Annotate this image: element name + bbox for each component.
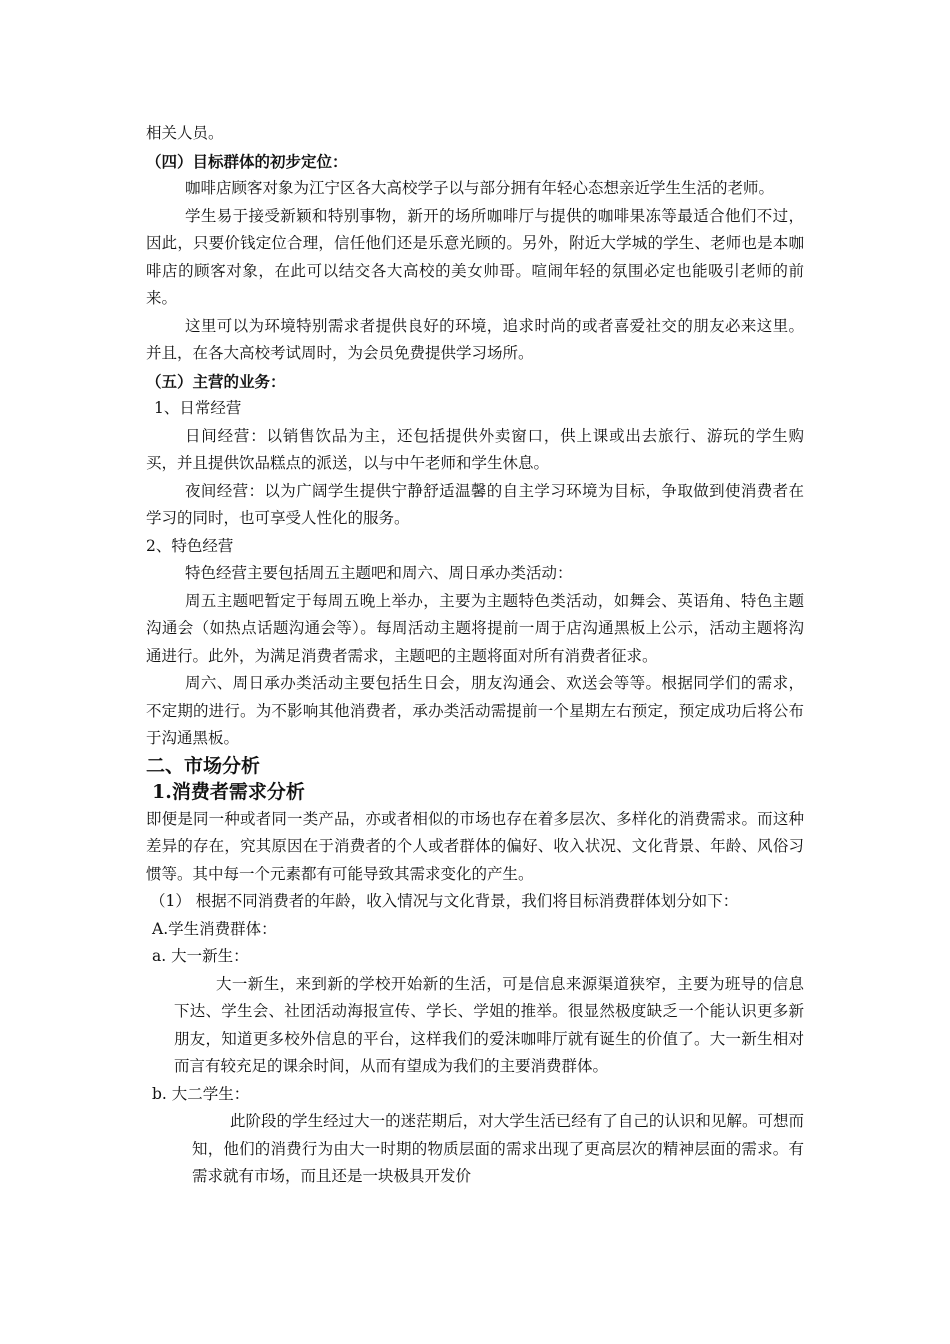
group-label-students: A.学生消费群体： bbox=[152, 919, 277, 938]
paragraph: 日间经营：以销售饮品为主，还包括提供外卖窗口，供上课或出去旅行、游玩的学生购买，并且提供饮品糕点的派送，以与中午老师和学生休息。 bbox=[146, 426, 804, 472]
paragraph: 夜间经营：以为广阔学生提供宁静舒适温馨的自主学习环境为目标，争取做到使消费者在学习的同时，也可享受人性化的服务。 bbox=[146, 481, 804, 527]
numbered-item: （1） 根据不同消费者的年龄，收入情况与文化背景，我们将目标消费群体划分如下： bbox=[150, 892, 739, 910]
list-item-daily-operation: 1、日常经营 bbox=[154, 399, 242, 417]
section-heading-target-group: （四）目标群体的初步定位： bbox=[146, 151, 348, 171]
paragraph: 特色经营主要包括周五主题吧和周六、周日承办类活动： bbox=[185, 564, 573, 582]
paragraph: 相关人员。 bbox=[146, 124, 224, 142]
paragraph: 学生易于接受新颖和特别事物，新开的场所咖啡厅与提供的咖啡果冻等最适合他们不过，因此，只要价钱定位合理，信任他们还是乐意光顾的。另外，附近大学城的学生、老师也是本咖啡店的顾客对象，在此可以结交各大高校的美女帅哥。喧闹年轻的氛围必定也能吸引老师的前来。 bbox=[146, 206, 804, 307]
paragraph: 咖啡店顾客对象为江宁区各大高校学子以与部分拥有年轻心态想亲近学生生活的老师。 bbox=[185, 179, 775, 197]
section-heading-consumer-demand: 1.消费者需求分析 bbox=[152, 780, 305, 803]
document-body bbox=[146, 120, 804, 1191]
paragraph: 大一新生，来到新的学校开始新的生活，可是信息来源渠道狭窄，主要为班导的信息下达、学生会、社团活动海报宣传、学长、学姐的推举。很显然极度缺乏一个能认识更多新朋友，知道更多校外信息的平台，这样我们的爱沫咖啡厅就有诞生的价值了。大一新生相对而言有较充足的课余时间，从而有望成为我们的主要消费群体。 bbox=[174, 974, 804, 1075]
paragraph: 即便是同一种或者同一类产品，亦或者相似的市场也存在着多层次、多样化的消费需求。而这种差异的存在，究其原因在于消费者的个人或者群体的偏好、收入状况、文化背景、年龄、风俗习惯等。其中每一个元素都有可能导致其需求变化的产生。 bbox=[146, 809, 804, 883]
sub-label-sophomores: b. 大二学生： bbox=[152, 1084, 250, 1103]
sub-label-freshmen: a. 大一新生： bbox=[152, 947, 249, 965]
paragraph: 周五主题吧暂定于每周五晚上举办，主要为主题特色类活动，如舞会、英语角、特色主题沟通会（如热点话题沟通会等）。每周活动主题将提前一周于店沟通黑板上公示，活动主题将沟通进行。此外，为满足消费者需求，主题吧的主题将面对所有消费者征求。 bbox=[146, 591, 804, 665]
paragraph: 此阶段的学生经过大一的迷茫期后，对大学生活已经有了自己的认识和见解。可想而知，他们的消费行为由大一时期的物质层面的需求出现了更高层次的精神层面的需求。有需求就有市场，而且还是一块极具开发价 bbox=[192, 1112, 804, 1185]
list-item-special-operation: 2、特色经营 bbox=[146, 536, 234, 555]
paragraph: 周六、周日承办类活动主要包括生日会，朋友沟通会、欢送会等等。根据同学们的需求，不定期的进行。为不影响其他消费者，承办类活动需提前一个星期左右预定，预定成功后将公布于沟通黑板。 bbox=[146, 674, 804, 747]
section-heading-main-business: （五）主营的业务： bbox=[146, 371, 286, 391]
chapter-heading-market-analysis: 二、市场分析 bbox=[146, 754, 261, 777]
paragraph: 这里可以为环境特别需求者提供良好的环境，追求时尚的或者喜爱社交的朋友必来这里。并且，在各大高校考试周时，为会员免费提供学习场所。 bbox=[146, 316, 804, 362]
